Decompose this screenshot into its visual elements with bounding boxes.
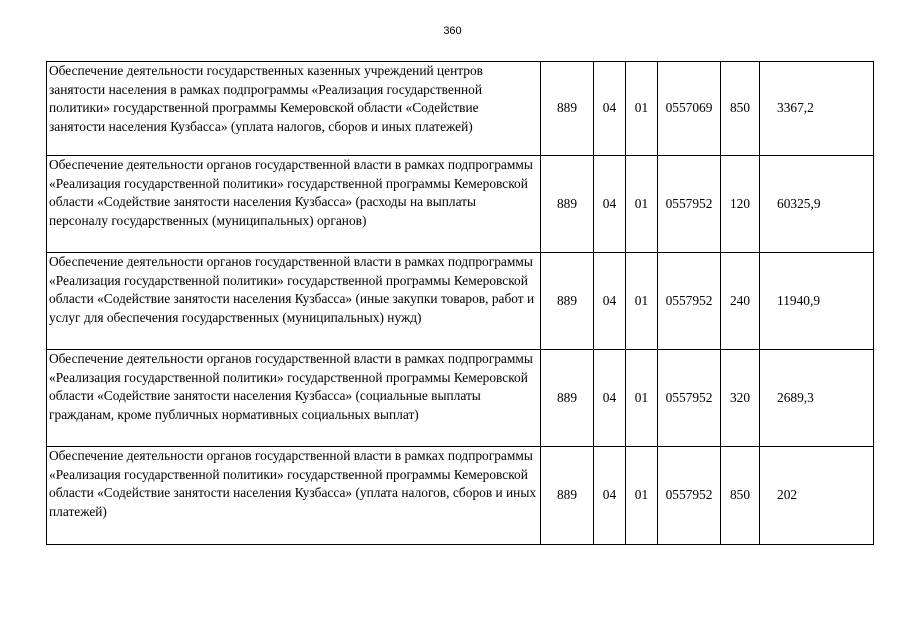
section-code: 04 (594, 62, 626, 156)
expense-type-code: 850 (721, 447, 760, 545)
amount-value: 202 (760, 447, 874, 545)
amount-value: 2689,3 (760, 350, 874, 447)
target-article-code: 0557952 (658, 253, 721, 350)
section-code: 04 (594, 350, 626, 447)
ministry-code: 889 (541, 350, 594, 447)
subsection-code: 01 (626, 350, 658, 447)
amount-value: 11940,9 (760, 253, 874, 350)
expense-type-code: 120 (721, 156, 760, 253)
target-article-code: 0557952 (658, 156, 721, 253)
table-row (47, 62, 874, 156)
page-number: 360 (443, 25, 462, 37)
ministry-code: 889 (541, 447, 594, 545)
row-description: Обеспечение деятельности органов государственной власти в рамках подпрограммы «Реализация государственной политики» государственной программы Кемеровской области «Содействие занятости населения Кузбасса» (расходы на выплаты персоналу государственных (муниципальных) органов) (47, 156, 541, 253)
subsection-code: 01 (626, 156, 658, 253)
section-code: 04 (594, 156, 626, 253)
ministry-code: 889 (541, 156, 594, 253)
table-row (47, 350, 874, 447)
expense-type-code: 240 (721, 253, 760, 350)
budget-table (46, 61, 874, 545)
amount-value: 60325,9 (760, 156, 874, 253)
target-article-code: 0557952 (658, 350, 721, 447)
target-article-code: 0557952 (658, 447, 721, 545)
table-row (47, 253, 874, 350)
expense-type-code: 320 (721, 350, 760, 447)
table-row (47, 447, 874, 545)
subsection-code: 01 (626, 62, 658, 156)
row-description: Обеспечение деятельности органов государственной власти в рамках подпрограммы «Реализация государственной политики» государственной программы Кемеровской области «Содействие занятости населения Кузбасса» (иные закупки товаров, работ и услуг для обеспечения государственных (муниципальных) нужд) (47, 253, 541, 350)
amount-value: 3367,2 (760, 62, 874, 156)
subsection-code: 01 (626, 253, 658, 350)
section-code: 04 (594, 253, 626, 350)
table-row (47, 156, 874, 253)
section-code: 04 (594, 447, 626, 545)
ministry-code: 889 (541, 62, 594, 156)
row-description: Обеспечение деятельности органов государственной власти в рамках подпрограммы «Реализация государственной политики» государственной программы Кемеровской области «Содействие занятости населения Кузбасса» (уплата налогов, сборов и иных платежей) (47, 447, 541, 545)
ministry-code: 889 (541, 253, 594, 350)
subsection-code: 01 (626, 447, 658, 545)
row-description: Обеспечение деятельности органов государственной власти в рамках подпрограммы «Реализация государственной политики» государственной программы Кемеровской области «Содействие занятости населения Кузбасса» (социальные выплаты гражданам, кроме публичных нормативных социальных выплат) (47, 350, 541, 447)
row-description: Обеспечение деятельности государственных казенных учреждений центров занятости населения в рамках подпрограммы «Реализация государственной политики» государственной программы Кемеровской области «Содействие занятости населения Кузбасса» (уплата налогов, сборов и иных платежей) (47, 62, 541, 156)
expense-type-code: 850 (721, 62, 760, 156)
target-article-code: 0557069 (658, 62, 721, 156)
